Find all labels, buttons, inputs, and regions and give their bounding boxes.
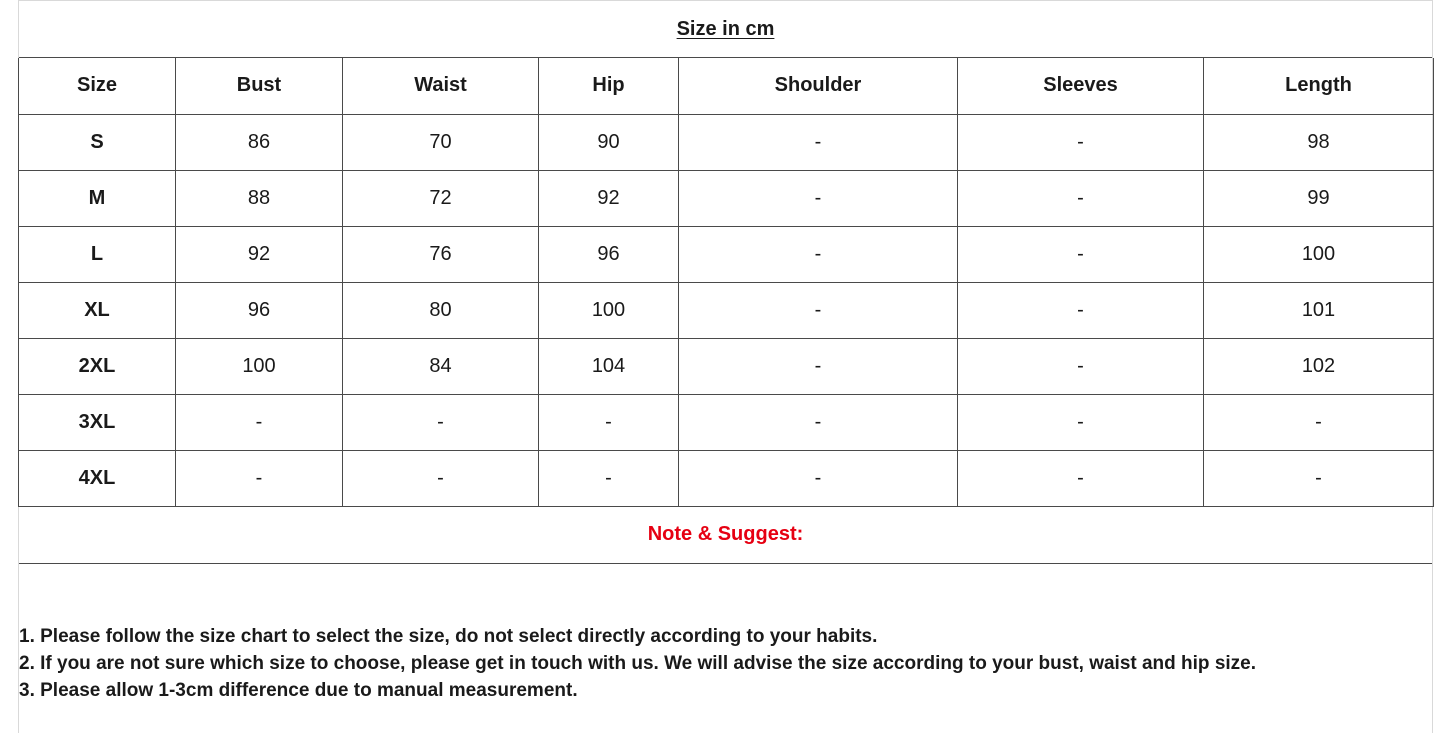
waist-value: 76 [343,226,539,282]
bust-value: 88 [176,170,343,226]
table-row [19,394,1434,450]
chart-title: Size in cm [676,17,775,40]
note-item: 3. Please allow 1-3cm difference due to manual measurement. [19,680,578,701]
shoulder-value: - [679,282,958,338]
shoulder-value: - [679,226,958,282]
note-item: 2. If you are not sure which size to choose, please get in touch with us. We will advise the size according to your bust, waist and hip size. [19,653,1257,674]
hip-value: 92 [539,170,679,226]
notes-list [19,623,1256,704]
hip-value: 104 [539,338,679,394]
waist-value: 80 [343,282,539,338]
length-value: 101 [1204,282,1434,338]
hip-value: 100 [539,282,679,338]
waist-value: 84 [343,338,539,394]
size-label: L [19,226,176,282]
length-value: 98 [1204,114,1434,170]
header-row [19,58,1434,114]
header-length: Length [1204,58,1434,114]
header-waist: Waist [343,58,539,114]
size-label: 4XL [19,450,176,506]
size-chart [18,0,1433,733]
note-item: 1. Please follow the size chart to select the size, do not select directly according to your habits. [19,626,878,647]
bust-value: 100 [176,338,343,394]
header-hip: Hip [539,58,679,114]
bust-value: - [176,450,343,506]
header-shoulder: Shoulder [679,58,958,114]
bust-value: 92 [176,226,343,282]
sleeves-value: - [958,226,1204,282]
header-sleeves: Sleeves [958,58,1204,114]
bust-value: 96 [176,282,343,338]
shoulder-value: - [679,450,958,506]
waist-value: 70 [343,114,539,170]
size-label: XL [19,282,176,338]
sleeves-value: - [958,282,1204,338]
table-row [19,226,1434,282]
size-table [18,58,1434,507]
table-row [19,450,1434,506]
shoulder-value: - [679,394,958,450]
header-bust: Bust [176,58,343,114]
sleeves-value: - [958,170,1204,226]
size-label: M [19,170,176,226]
sleeves-value: - [958,338,1204,394]
note-row [19,507,1432,564]
sleeves-value: - [958,114,1204,170]
bust-value: - [176,394,343,450]
size-label: S [19,114,176,170]
table-row [19,282,1434,338]
table-row [19,114,1434,170]
hip-value: - [539,394,679,450]
hip-value: 90 [539,114,679,170]
length-value: - [1204,394,1434,450]
waist-value: 72 [343,170,539,226]
header-size: Size [19,58,176,114]
shoulder-value: - [679,170,958,226]
sleeves-value: - [958,450,1204,506]
hip-value: 96 [539,226,679,282]
length-value: 102 [1204,338,1434,394]
title-row [19,1,1432,58]
size-label: 3XL [19,394,176,450]
size-label: 2XL [19,338,176,394]
table-row [19,338,1434,394]
shoulder-value: - [679,338,958,394]
length-value: 99 [1204,170,1434,226]
table-row [19,170,1434,226]
shoulder-value: - [679,114,958,170]
waist-value: - [343,394,539,450]
hip-value: - [539,450,679,506]
waist-value: - [343,450,539,506]
length-value: - [1204,450,1434,506]
bust-value: 86 [176,114,343,170]
note-title: Note & Suggest: [647,523,804,545]
length-value: 100 [1204,226,1434,282]
sleeves-value: - [958,394,1204,450]
